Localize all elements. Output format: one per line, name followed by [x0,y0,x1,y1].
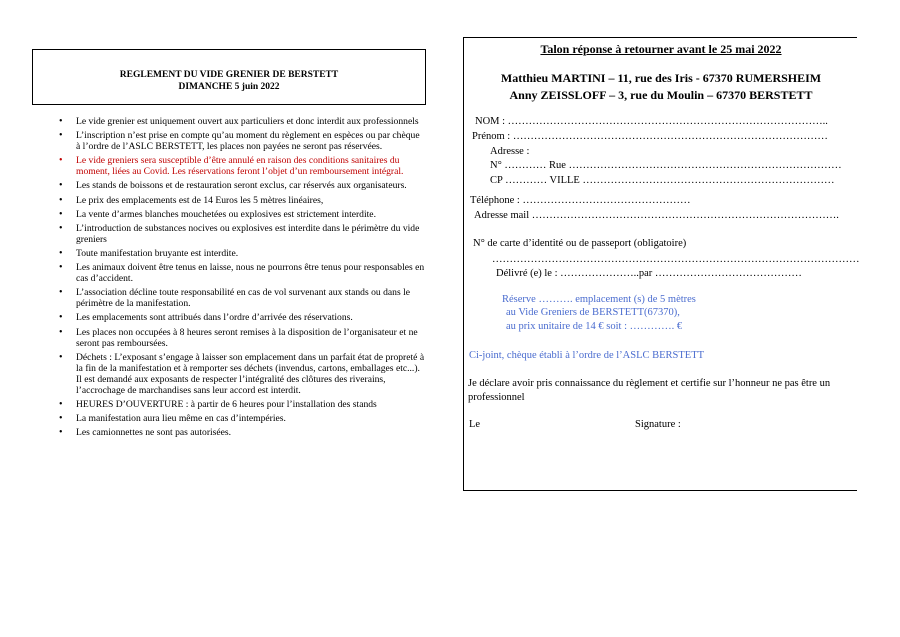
rule-item: • Le vide grenier est uniquement ouvert aux particuliers et donc interdit aux professionnels [76,116,426,127]
date-label: Le [469,419,481,430]
field-delivre[interactable]: Délivré (e) le : …………………..par …………………………………… [496,268,802,279]
field-cp-ville[interactable]: CP ………… VILLE ……………………………………………………………… [490,175,835,186]
reply-form-box [463,37,860,491]
rules-title-box [32,49,426,105]
id-card-label: N° de carte d’identité ou de passeport (obligatoire) [473,238,687,249]
field-id-number[interactable]: …………………………………………………………………………………………… [492,254,860,265]
reserve-line-2: au Vide Greniers de BERSTETT(67370), [506,307,680,318]
field-email[interactable]: Adresse mail ……………………………………………………………………………. [474,210,839,221]
rule-item: • Les animaux doivent être tenus en laisse, nous ne pourrons être tenus pour responsables en cas d’accident. [76,262,426,284]
field-numero-rue[interactable]: N° ………… Rue …………………………………………………………………… [490,160,842,171]
rule-item: • La manifestation aura lieu même en cas d’intempéries. [76,413,426,424]
rule-item: • L’introduction de substances nocives ou explosives est interdite dans le périmètre du vide greniers [76,223,426,245]
rule-item: • Les camionnettes ne sont pas autorisées. [76,427,426,438]
reply-form-title: Talon réponse à retourner avant le 25 mai 2022 [540,42,782,56]
field-prenom[interactable]: Prénom : ……………………………………………………………………………… [472,131,828,142]
address-martini: Matthieu MARTINI – 11, rue des Iris - 67370 RUMERSHEIM [500,71,822,85]
rule-item: • Le vide greniers sera susceptible d’être annulé en raison des conditions sanitaires du moment, liées au Covid. Les réservations feront l’objet d’un remboursement intégral. [76,155,426,177]
rule-item: • L’inscription n’est prise en compte qu’au moment du règlement en espèces ou par chèque à l’ordre de l’ASLC BERSTETT, les places non payées ne seront pas réservées. [76,130,426,152]
event-date: DIMANCHE 5 juin 2022 [178,82,280,92]
rule-item: • Toute manifestation bruyante est interdite. [76,248,426,259]
rules-title: REGLEMENT DU VIDE GRENIER DE BERSTETT [119,70,339,80]
cheque-note: Ci-joint, chèque établi à l’ordre de l’ASLC BERSTETT [469,350,705,361]
address-zeissloff: Anny ZEISSLOFF – 3, rue du Moulin – 67370 BERSTETT [509,88,813,102]
rule-item: • Les stands de boissons et de restauration seront exclus, car réservés aux organisateurs. [76,180,426,191]
rule-item: • La vente d’armes blanches mouchetées ou explosives est strictement interdite. [76,209,426,220]
rule-item: • Le prix des emplacements est de 14 Euros les 5 mètres linéaires, [76,195,426,206]
rule-item: • HEURES D’OUVERTURE : à partir de 6 heures pour l’installation des stands [76,399,426,410]
rules-list [34,116,426,441]
rule-item: • Les emplacements sont attribués dans l’ordre d’arrivée des réservations. [76,312,426,323]
reserve-line-1: Réserve ………. emplacement (s) de 5 mètres [502,294,696,305]
declaration-text: Je déclare avoir pris connaissance du règlement et certifie sur l’honneur ne pas être un professionnel [468,378,831,403]
signature-label: Signature : [635,419,681,430]
field-adresse-label: Adresse : [490,146,530,157]
rule-item: • L’association décline toute responsabilité en cas de vol survenant aux stands ou dans le périmètre de la manifestation. [76,287,426,309]
field-telephone[interactable]: Téléphone : ………………………………………… [470,195,691,206]
field-nom[interactable]: NOM : ……………………………………………………………………………….. [475,116,828,127]
reserve-line-3: au prix unitaire de 14 € soit : …………. € [506,321,683,332]
rule-item: • Les places non occupées à 8 heures seront remises à la disposition de l’organisateur et ne seront pas remboursées. [76,327,426,349]
rule-item: • Déchets : L’exposant s’engage à laisser son emplacement dans un parfait état de propreté à la fin de la manifestation et à remporter ses déchets (invendus, cartons, emballages etc...). Il est demandé aux exposants de respecter l’intégralité des clôtures des riverains, l’accrochage de marchandises sans leur accord est interdit. [76,352,426,396]
